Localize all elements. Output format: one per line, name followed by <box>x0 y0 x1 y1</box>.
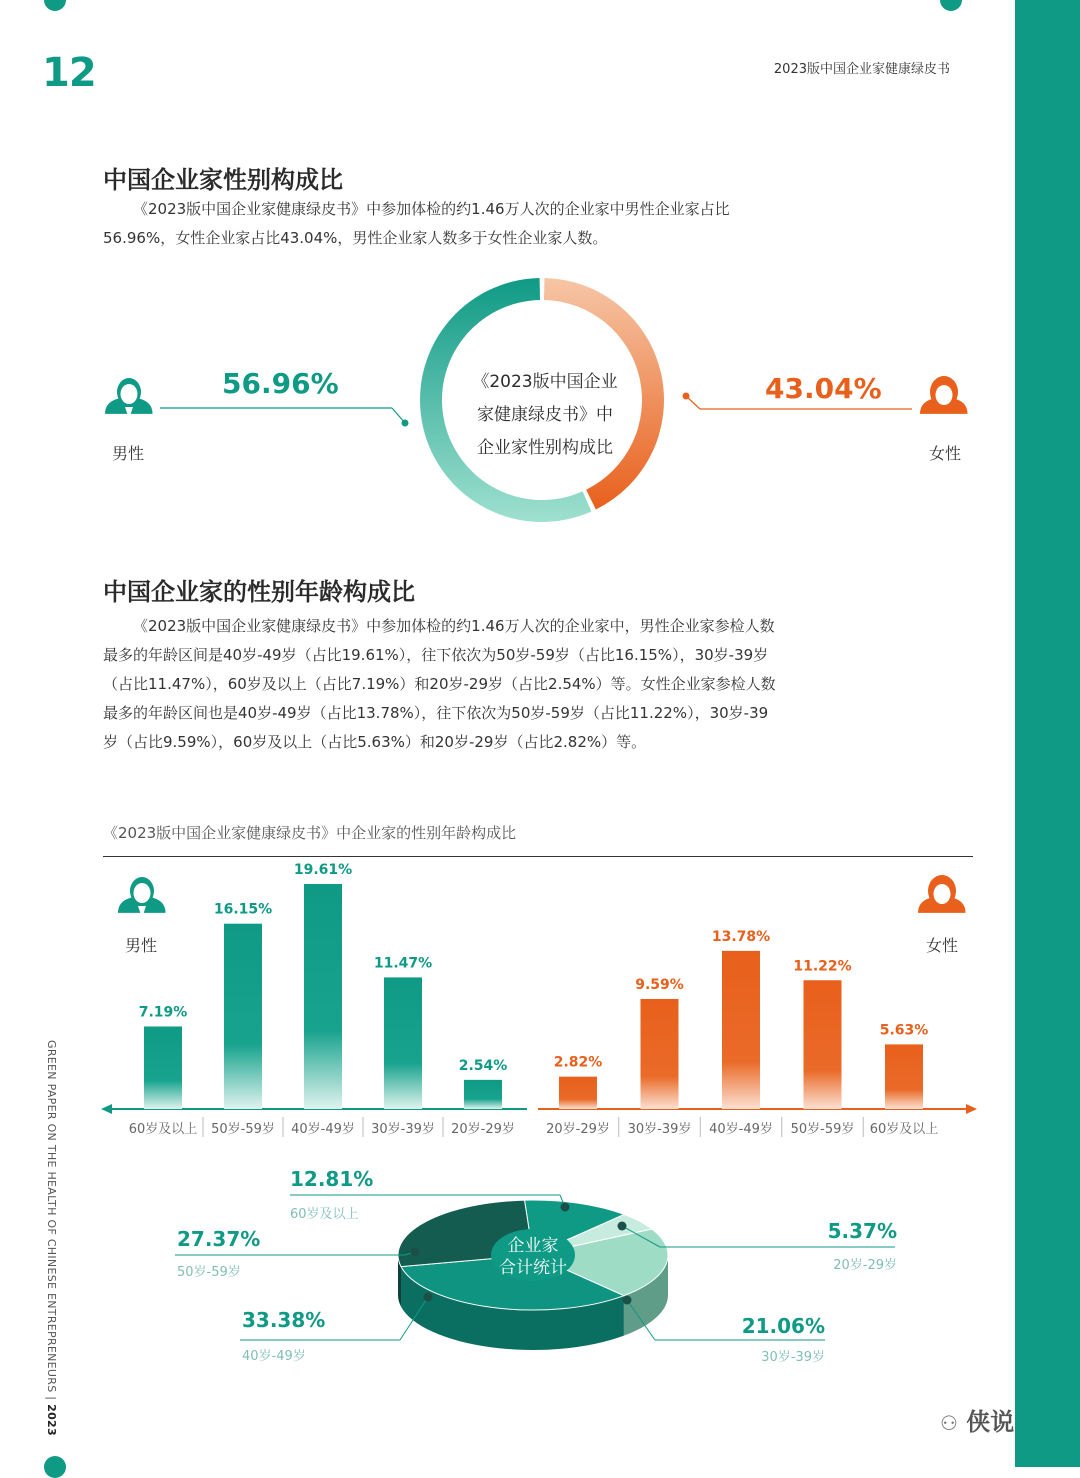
pie-leader-dot <box>424 1293 433 1302</box>
pie-leader-dot <box>623 1296 632 1305</box>
female-bar <box>804 980 842 1109</box>
female-bar <box>722 951 760 1109</box>
male-bar <box>384 977 422 1109</box>
pie-category-label: 50岁-59岁 <box>177 1265 241 1280</box>
watermark: ⚇ 侠说 <box>940 1408 1015 1436</box>
corner-dot <box>940 0 962 11</box>
pie-leader-dot <box>561 1203 570 1212</box>
pie-value-label: 5.37% <box>827 1219 897 1243</box>
section1-paragraph: 《2023版中国企业家健康绿皮书》中参加体检的约1.46万人次的企业家中男性企业家占比56.96%，女性企业家占比43.04%，男性企业家人数多于女性企业家人数。 <box>103 200 730 247</box>
pie-category-label: 40岁-49岁 <box>242 1349 306 1364</box>
female-label: 女性 <box>926 936 959 955</box>
pie-value-label: 33.38% <box>242 1308 326 1332</box>
wechat-icon: ⚇ <box>940 1411 958 1435</box>
male-bar <box>464 1080 502 1109</box>
female-category-label: 20岁-29岁 <box>546 1122 610 1137</box>
male-bar-value-label: 16.15% <box>213 901 273 918</box>
pie-center-label: 企业家 <box>507 1236 559 1256</box>
age-bar-charts <box>0 860 1010 1150</box>
donut-center-label: 《2023版中国企业 家健康绿皮书》中 企业家性别构成比 <box>472 372 618 458</box>
female-category-label: 40岁-49岁 <box>709 1122 773 1137</box>
male-label: 男性 <box>125 936 158 955</box>
pie-category-label: 60岁及以上 <box>290 1207 359 1222</box>
pie-leader-dot <box>411 1248 420 1257</box>
female-category-label: 60岁及以上 <box>869 1122 939 1137</box>
total-age-3d-pie <box>0 1160 1010 1380</box>
female-bar <box>641 999 679 1109</box>
male-bar-value-label: 2.54% <box>458 1057 508 1074</box>
male-person-icon <box>105 378 153 419</box>
female-person-icon <box>920 376 968 414</box>
female-pct: 43.04% <box>765 372 882 405</box>
pie-category-label: 30岁-39岁 <box>761 1350 825 1365</box>
female-bar <box>885 1044 923 1109</box>
chart-caption: 《2023版中国企业家健康绿皮书》中企业家的性别年龄构成比 <box>103 824 517 842</box>
female-category-label: 30岁-39岁 <box>627 1122 692 1137</box>
male-category-label: 30岁-39岁 <box>371 1122 435 1137</box>
male-bar <box>304 884 342 1109</box>
pie-value-label: 12.81% <box>290 1167 374 1191</box>
pie-center-label: 合计统计 <box>499 1258 567 1278</box>
female-bar-value-label: 11.22% <box>793 958 852 975</box>
side-vertical-text: GREEN PAPER ON THE HEALTH OF CHINESE ENTREPRENEURS | 2023 <box>45 1040 58 1436</box>
pie-value-label: 21.06% <box>741 1314 825 1338</box>
female-bar-value-label: 9.59% <box>635 976 684 993</box>
page-number: 12 <box>42 50 96 96</box>
male-bar <box>224 924 262 1109</box>
section1-heading: 中国企业家性别构成比 <box>103 166 343 194</box>
male-bar-value-label: 7.19% <box>138 1004 188 1021</box>
side-accent-strip <box>1015 0 1080 1467</box>
male-pct: 56.96% <box>222 367 339 400</box>
corner-dot <box>44 1456 66 1478</box>
male-category-label: 60岁及以上 <box>128 1122 198 1137</box>
female-label: 女性 <box>929 444 962 463</box>
male-category-label: 20岁-29岁 <box>451 1122 515 1137</box>
male-person-icon <box>118 877 166 918</box>
male-category-label: 50岁-59岁 <box>211 1122 275 1137</box>
male-bar-value-label: 11.47% <box>373 955 433 972</box>
female-bar <box>559 1077 597 1109</box>
male-category-label: 40岁-49岁 <box>291 1122 355 1137</box>
corner-dot <box>44 0 66 11</box>
section2-paragraph: 《2023版中国企业家健康绿皮书》中参加体检的约1.46万人次的企业家中，男性企业家参检人数最多的年龄区间是40岁-49岁（占比19.61%），往下依次为50岁-59岁（占比16.15%），30岁-39岁（占比11.47%），60岁及以上（占比7.19%）和20岁-29岁（占比2.54%）等。女性企业家参检人数最多的年龄区间也是40岁-49岁（占比13.78%），往下依次为50岁-59岁（占比11.22%），30岁-39岁（占比9.59%），60岁及以上（占比5.63%）和20岁-29岁（占比2.82%）等。 <box>103 617 776 751</box>
female-bar-value-label: 5.63% <box>879 1022 929 1039</box>
male-label: 男性 <box>112 444 145 463</box>
female-category-label: 50岁-59岁 <box>790 1122 855 1137</box>
male-bar <box>144 1027 182 1109</box>
pie-category-label: 20岁-29岁 <box>833 1258 897 1273</box>
female-bar-value-label: 2.82% <box>553 1054 603 1071</box>
caption-divider <box>103 856 973 857</box>
pie-value-label: 27.37% <box>177 1227 261 1251</box>
female-bar-value-label: 13.78% <box>711 928 771 945</box>
male-bar-value-label: 19.61% <box>293 862 353 878</box>
book-title: 2023版中国企业家健康绿皮书 <box>773 62 950 77</box>
pie-leader-dot <box>618 1222 627 1231</box>
female-person-icon <box>918 875 966 913</box>
section2-heading: 中国企业家的性别年龄构成比 <box>103 578 415 606</box>
